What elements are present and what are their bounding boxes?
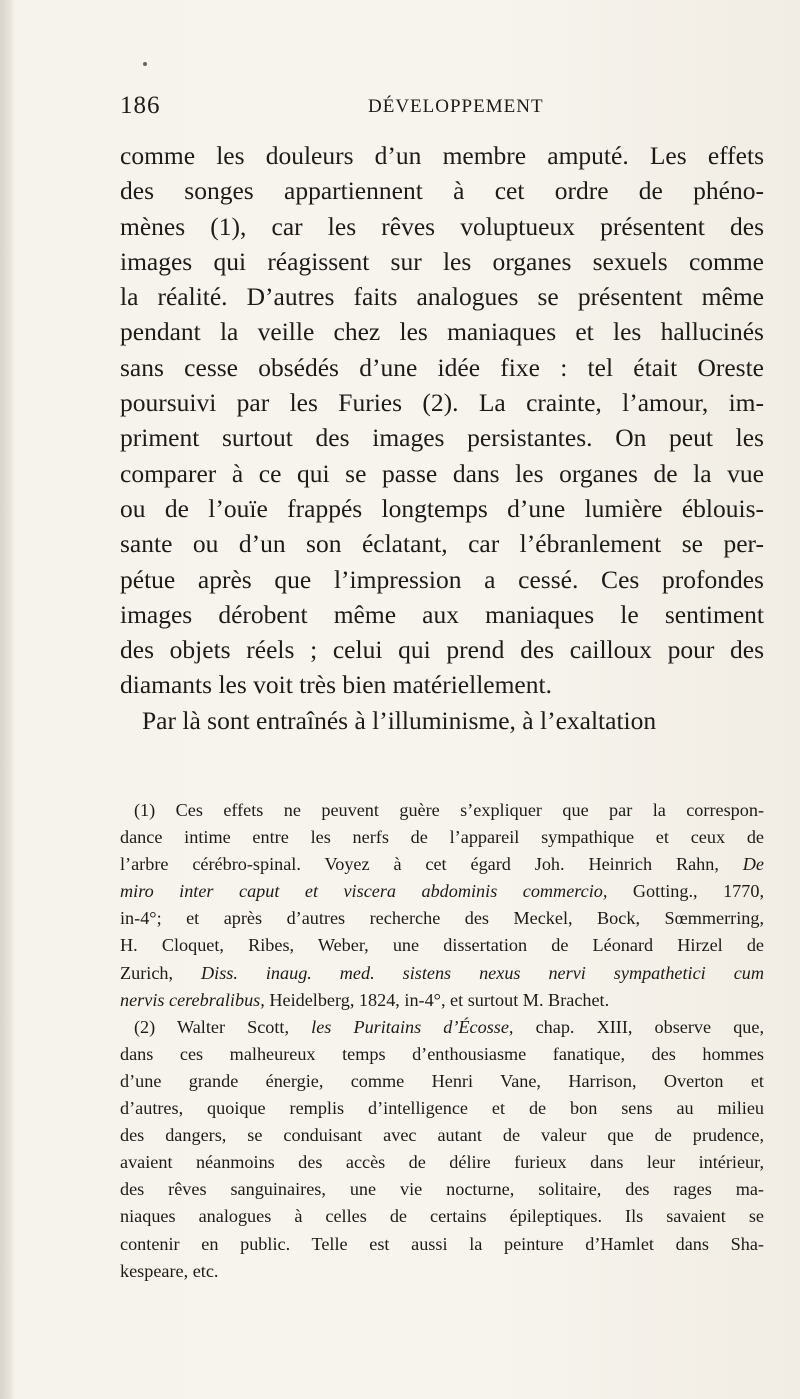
text-line: sante ou d’un son éclatant, car l’ébranlement se per- <box>120 529 764 559</box>
text-line: pendant la veille chez les maniaques et les hallucinés <box>120 317 764 347</box>
text-line: sans cesse obsédés d’une idée fixe : tel était Oreste <box>120 352 764 382</box>
ink-speck <box>143 62 147 66</box>
text-line: comme les douleurs d’un membre amputé. Les effets <box>120 141 764 170</box>
page-number: 186 <box>120 92 161 119</box>
footnote-italic-text: miro inter caput et viscera abdominis commercio, <box>120 881 608 902</box>
footnote-1 <box>120 797 764 1014</box>
footnote-line: kespeare, etc. <box>120 1260 219 1281</box>
footnote-text: (2) Walter Scott, <box>134 1016 290 1037</box>
text-line: des objets réels ; celui qui prend des cailloux pour des <box>120 635 764 665</box>
footnote-italic-text: De <box>742 854 765 875</box>
main-text <box>120 138 764 738</box>
text-line: comparer à ce qui se passe dans les organes de la vue <box>120 458 764 488</box>
footnote-2 <box>120 1014 764 1285</box>
text-line: poursuivi par les Furies (2). La crainte, l’amour, im- <box>120 388 764 418</box>
footnote-line: niaques analogues à celles de certains épileptiques. Ils savaient se <box>120 1206 764 1227</box>
footnote-line <box>120 878 764 905</box>
footnote-line <box>120 987 764 1014</box>
paragraph-start-line: Par là sont entraînés à l’illuminisme, à l’exaltation <box>142 705 657 735</box>
footnote-text: chap. XIII, observe que, <box>535 1016 764 1037</box>
footnote-line: in-4°; et après d’autres recherche des Meckel, Bock, Sœmmerring, <box>120 908 764 929</box>
footnote-line: d’autres, quoique remplis d’intelligence et de bon sens au milieu <box>120 1098 764 1119</box>
footnote-line: H. Cloquet, Ribes, Weber, une dissertation de Léonard Hirzel de <box>120 935 764 956</box>
page-header <box>120 92 760 126</box>
footnote-italic-text: Diss. inaug. med. sistens nexus nervi sympathetici cum <box>201 962 764 983</box>
footnote-line <box>120 960 764 987</box>
footnote-italic-text: nervis cerebralibus, <box>120 989 265 1010</box>
footnote-line <box>120 851 764 878</box>
page-edge-shadow <box>0 0 16 1399</box>
text-line: images qui réagissent sur les organes sexuels comme <box>120 246 764 276</box>
footnote-line: d’une grande énergie, comme Henri Vane, Harrison, Overton et <box>120 1070 764 1091</box>
text-line: pétue après que l’impression a cessé. Ces profondes <box>120 564 764 594</box>
footnote-line: des rêves sanguinaires, une vie nocturne, solitaire, des rages ma- <box>120 1179 764 1200</box>
text-line: mènes (1), car les rêves voluptueux présentent des <box>120 211 764 241</box>
text-line: des songes appartiennent à cet ordre de phéno- <box>120 176 764 206</box>
footnote-line: avaient néanmoins des accès de délire furieux dans leur intérieur, <box>120 1152 764 1173</box>
footnote-line: (1) Ces effets ne peuvent guère s’expliquer que par la correspon- <box>134 800 764 820</box>
text-line: ou de l’ouïe frappés longtemps d’une lumière éblouis- <box>120 493 764 523</box>
footnote-italic-text: les Puritains d’Écosse, <box>311 1016 514 1037</box>
text-line: la réalité. D’autres faits analogues se présentent même <box>120 282 764 312</box>
footnote-line: contenir en public. Telle est aussi la peinture d’Hamlet dans Sha- <box>120 1233 764 1254</box>
text-line: priment surtout des images persistantes. On peut les <box>120 423 764 453</box>
footnote-line: des dangers, se conduisant avec autant de valeur que de prudence, <box>120 1125 764 1146</box>
text-line: diamants les voit très bien matériellement. <box>120 670 552 700</box>
running-title: DÉVELOPPEMENT <box>368 96 544 117</box>
footnote-text: Gotting., 1770, <box>632 881 764 902</box>
footnote-line <box>120 1014 764 1041</box>
footnote-text: Zurich, <box>120 962 174 983</box>
text-line: images dérobent même aux maniaques le sentiment <box>120 599 764 629</box>
footnote-line: dance intime entre les nerfs de l’appareil sympathique et ceux de <box>120 827 764 848</box>
footnote-text: l’arbre cérébro-spinal. Voyez à cet égard Joh. Heinrich Rahn, <box>120 854 719 875</box>
footnotes <box>120 797 764 1285</box>
footnote-text: Heidelberg, 1824, in-4°, et surtout M. Brachet. <box>269 989 610 1010</box>
footnote-line: dans ces malheureux temps d’enthousiasme fanatique, des hommes <box>120 1043 764 1064</box>
